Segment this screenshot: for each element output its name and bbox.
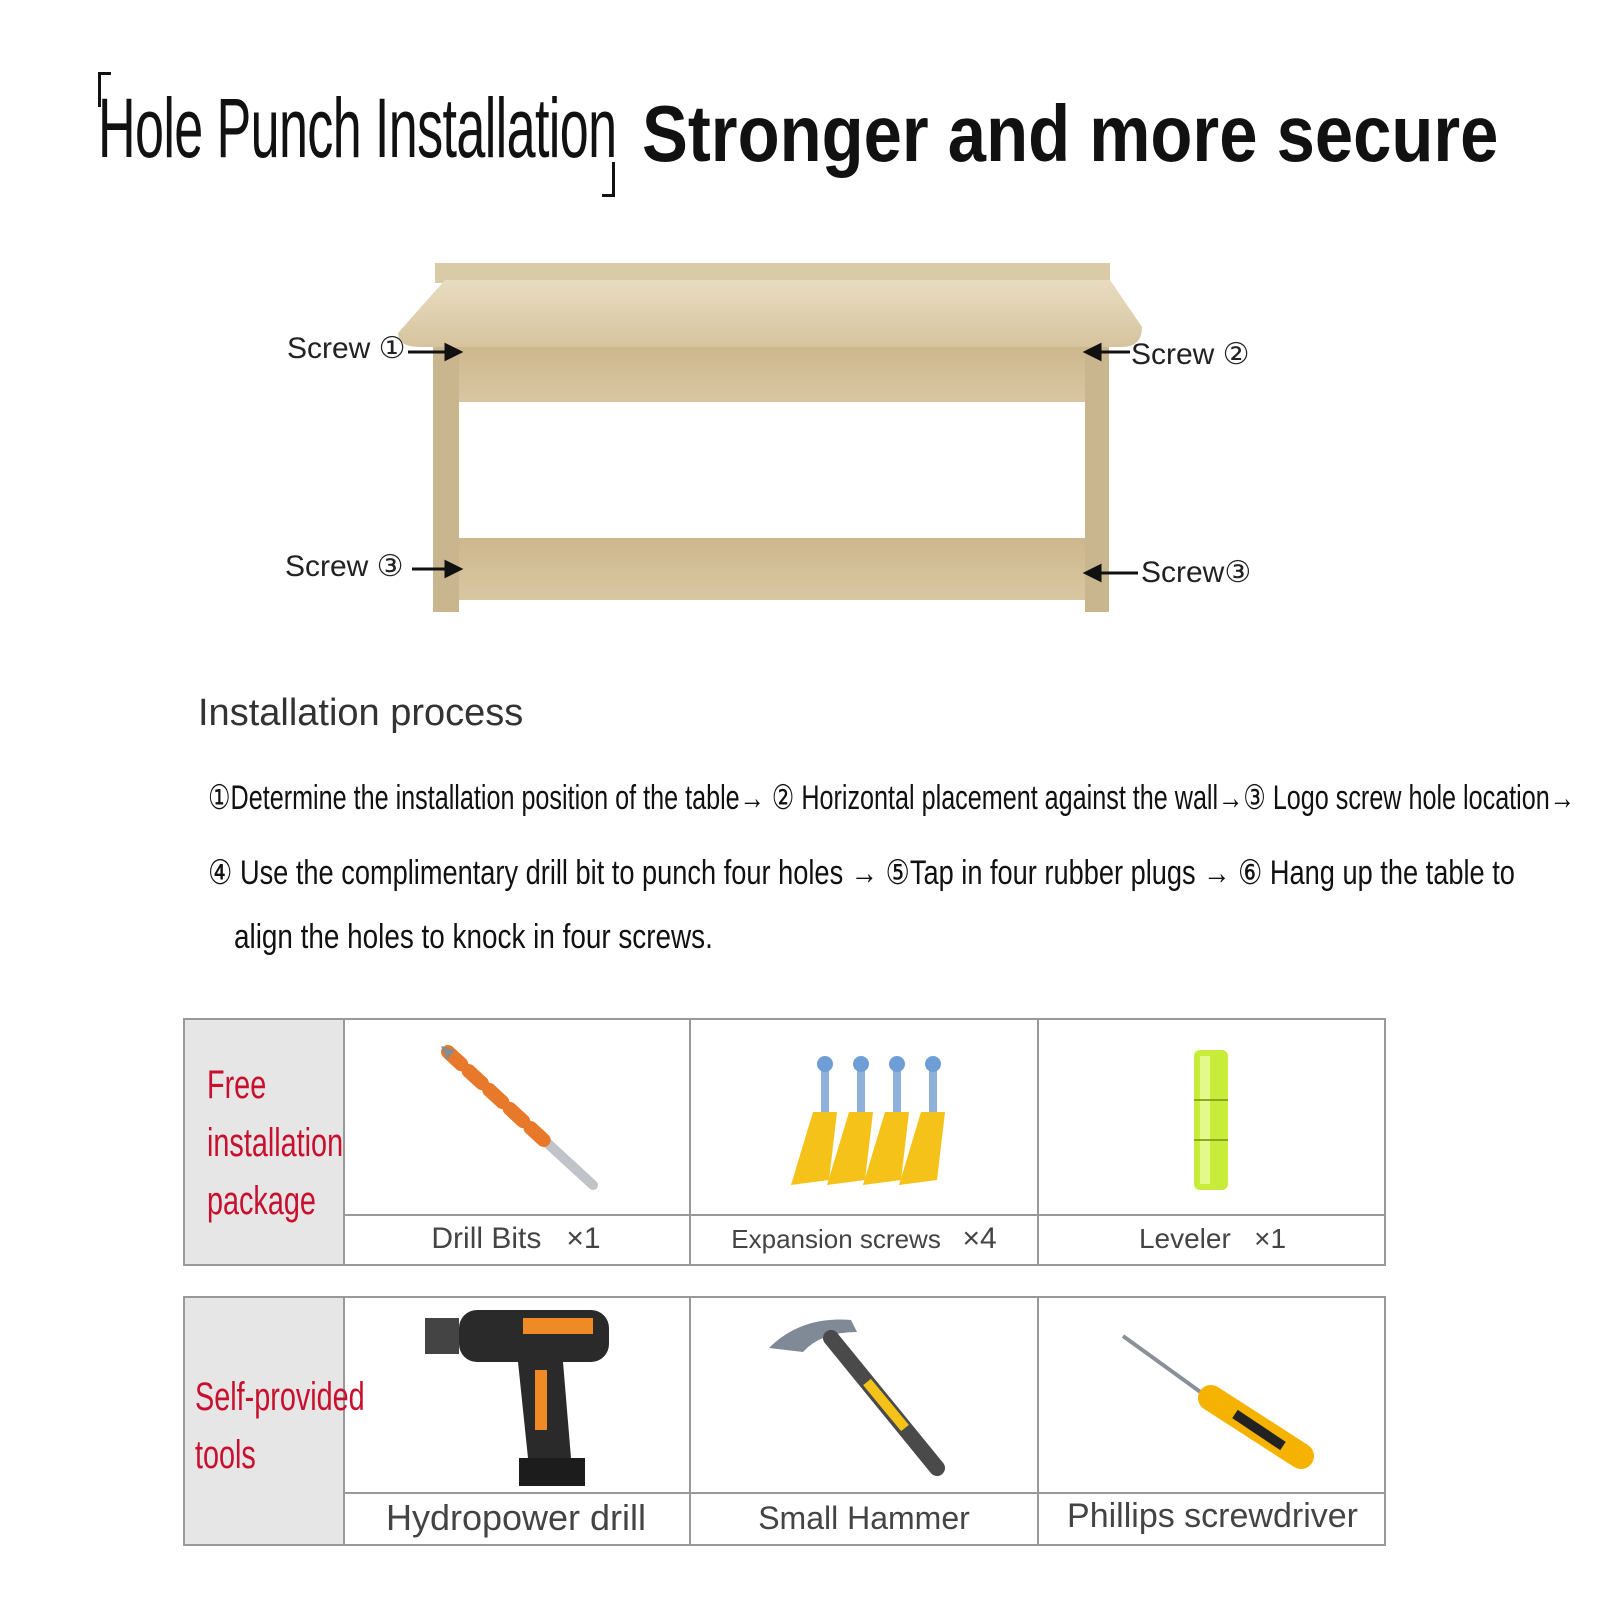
process-line-2: ④ Use the complimentary drill bit to punch four holes → ⑤Tap in four rubber plugs → ⑥ Hang up the table to <box>208 854 1515 892</box>
installation-process-title: Installation process <box>198 692 524 734</box>
phillips-screwdriver-caption: Phillips screwdriver <box>1039 1492 1386 1544</box>
drill-bits-name: Drill Bits <box>431 1222 542 1255</box>
screw-2-label: Screw ② <box>1131 338 1250 371</box>
screw-3-right-label: Screw③ <box>1141 556 1252 589</box>
free-package-heading <box>185 1020 345 1264</box>
screwdriver-icon <box>1039 1298 1385 1494</box>
expansion-screws-icon <box>691 1020 1037 1216</box>
leveler-caption <box>1039 1214 1386 1264</box>
drill-bit-icon <box>343 1020 689 1216</box>
item-drill-bits <box>343 1020 691 1264</box>
self-tools-heading <box>185 1298 365 1544</box>
leveler-name: Leveler <box>1138 1223 1231 1254</box>
tool-phillips-screwdriver <box>1039 1298 1386 1544</box>
power-drill-icon <box>343 1298 689 1494</box>
drill-bits-qty: ×1 <box>566 1222 601 1255</box>
free-heading-line-3: package <box>207 1179 316 1223</box>
leveler-qty: ×1 <box>1254 1223 1287 1254</box>
headline-part-2: Stronger and more secure <box>642 89 1499 178</box>
hammer-icon <box>691 1298 1037 1494</box>
leveler-icon <box>1039 1020 1385 1216</box>
drill-bits-caption <box>343 1214 689 1264</box>
small-hammer-caption: Small Hammer <box>691 1492 1037 1544</box>
lower-stretcher <box>459 538 1085 600</box>
table-diagram <box>280 255 1320 635</box>
expansion-screws-name: Expansion screws <box>731 1224 941 1254</box>
headline-part-1: Hole Punch Installation <box>98 81 617 175</box>
screw-1-label: Screw ① <box>287 332 406 365</box>
free-installation-package <box>183 1018 1386 1266</box>
upper-apron <box>459 347 1085 402</box>
self-provided-tools <box>183 1296 1386 1546</box>
tabletop <box>398 280 1142 347</box>
screw-3-left-label: Screw ③ <box>285 550 404 583</box>
expansion-screws-qty: ×4 <box>962 1222 997 1255</box>
self-heading-line-2: tools <box>195 1433 256 1477</box>
tool-small-hammer <box>691 1298 1039 1544</box>
expansion-screws-caption <box>691 1214 1037 1264</box>
headline <box>0 70 1600 200</box>
free-heading-line-2: installation <box>207 1121 344 1165</box>
item-leveler <box>1039 1020 1386 1264</box>
tool-hydropower-drill <box>343 1298 691 1544</box>
hydropower-drill-caption: Hydropower drill <box>343 1492 689 1544</box>
free-heading-line-1: Free <box>207 1063 267 1107</box>
corner-bracket-close <box>602 162 615 197</box>
process-line-3: align the holes to knock in four screws. <box>234 918 713 956</box>
item-expansion-screws <box>691 1020 1039 1264</box>
process-line-1: ①Determine the installation position of the table→ ② Horizontal placement against the wall→③ Logo screw hole location→ <box>208 779 1575 817</box>
self-heading-line-1: Self-provided <box>195 1375 365 1419</box>
